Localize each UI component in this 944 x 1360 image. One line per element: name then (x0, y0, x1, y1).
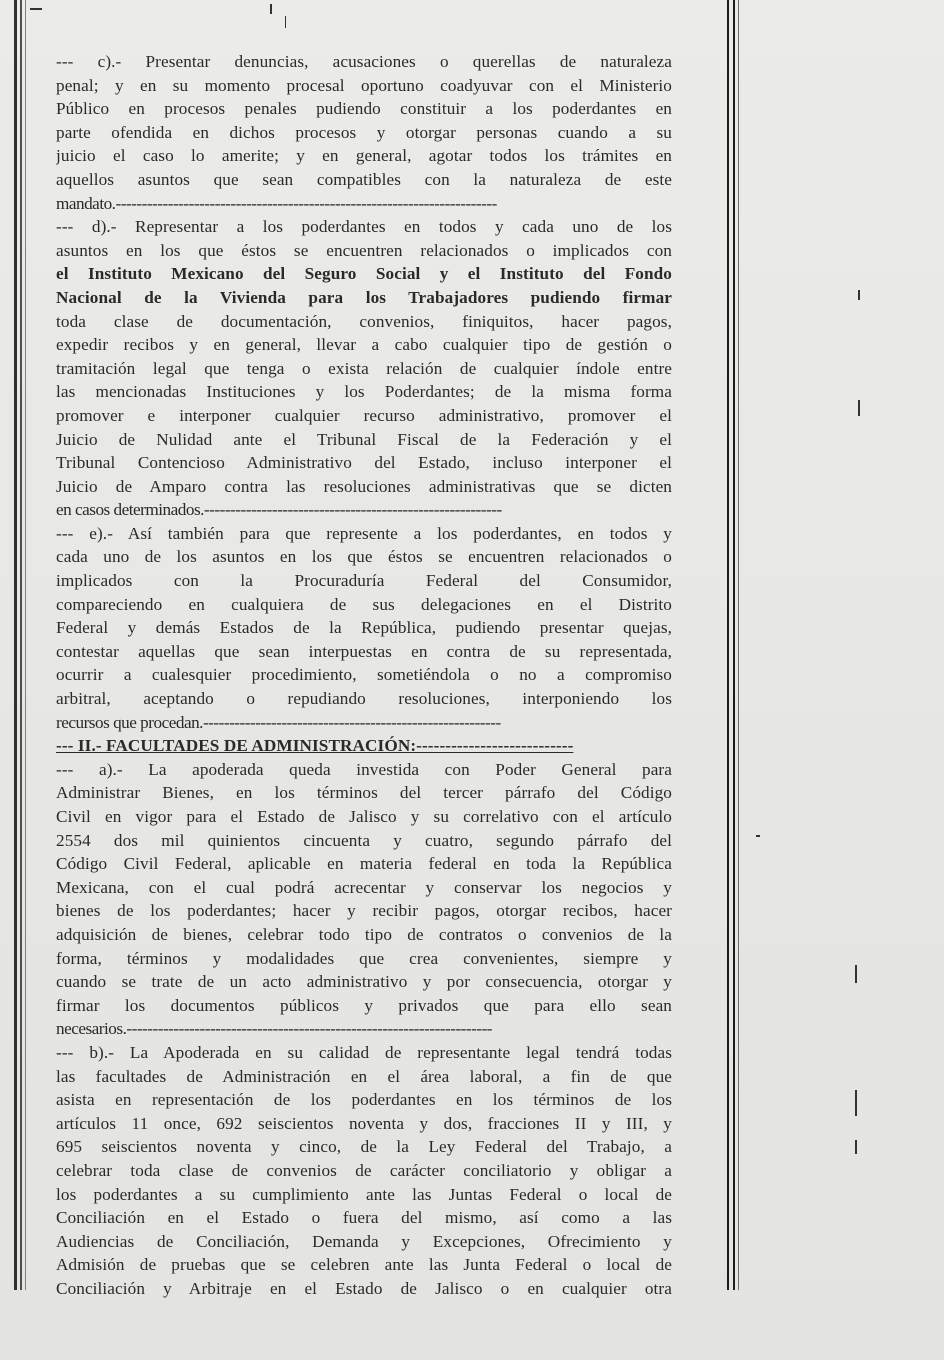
text-line: 2554 dos mil quinientos cincuenta y cuatro, segundo párrafo del (56, 830, 672, 850)
text-line: juicio el caso lo amerite; y en general, agotar todos los trámites en (56, 146, 672, 166)
text-line: cada uno de los asuntos en los que éstos se encuentren relacionados o (56, 547, 672, 567)
text-line: Audiencias de Conciliación, Demanda y Excepciones, Ofrecimiento y (56, 1231, 672, 1251)
text-line: arbitral, aceptando o repudiando resoluciones, interponiendo los (56, 689, 672, 709)
text-line-emphasis: Nacional de la Vivienda para los Trabajadores pudiendo firmar (56, 287, 672, 307)
right-border-rule (738, 0, 739, 1290)
text-line: --- e).- Así también para que represente a los poderdantes, en todos y (56, 523, 672, 543)
scan-speck (855, 965, 857, 983)
text-line: necesarios.---------------------------------------------------------------------- (56, 1019, 493, 1039)
scan-speck (855, 1140, 857, 1154)
text-line: 695 seiscientos noventa y cinco, de la Ley Federal del Trabajo, a (56, 1137, 672, 1157)
text-line: mandato.------------------------------------------------------------------------- (56, 193, 497, 213)
text-line: las facultades de Administración en el área laboral, a fin de que (56, 1066, 672, 1086)
text-line: Mexicana, con el cual podrá acrecentar y conservar los negocios y (56, 877, 672, 897)
text-line: Administrar Bienes, en los términos del tercer párrafo del Código (56, 783, 672, 803)
text-line-emphasis: el Instituto Mexicano del Seguro Social y el Instituto del Fondo (56, 264, 672, 284)
text-line: las mencionadas Instituciones y los Poderdantes; de la misma forma (56, 382, 672, 402)
scan-speck (858, 290, 860, 300)
right-border-rule (733, 0, 735, 1290)
text-line: --- c).- Presentar denuncias, acusaciones o querellas de naturaleza (56, 52, 672, 71)
text-line: tramitación legal que tenga o exista relación de cualquier índole entre (56, 358, 672, 378)
text-line: en casos determinados.--------------------------------------------------------- (56, 500, 502, 520)
scan-speck (855, 1090, 857, 1116)
document-body (56, 50, 672, 1300)
text-line: expedir recibos y en general, llevar a cabo cualquier tipo de gestión o (56, 335, 672, 355)
scan-speck (756, 835, 760, 837)
left-border-rule (20, 0, 22, 1290)
text-line: ocurrir a cualesquier procedimiento, sometiéndola o no a compromiso (56, 665, 672, 685)
text-line: artículos 11 once, 692 seiscientos noventa y dos, fracciones II y III, y (56, 1113, 672, 1133)
text-line: Código Civil Federal, aplicable en materia federal en toda la República (56, 854, 672, 874)
text-line: --- a).- La apoderada queda investida con Poder General para (56, 759, 672, 779)
text-line: parte ofendida en dichos procesos y otorgar personas cuando a su (56, 122, 672, 142)
text-line: celebrar toda clase de convenios de carácter conciliatorio y obligar a (56, 1160, 672, 1180)
text-line: asuntos en los que éstos se encuentren relacionados o implicados con (56, 240, 672, 260)
left-border-rule (25, 0, 26, 1290)
text-line: --- b).- La Apoderada en su calidad de representante legal tendrá todas (56, 1042, 672, 1062)
text-line: Civil en vigor para el Estado de Jalisco y su correlativo con el artículo (56, 807, 672, 826)
text-line: aquellos asuntos que sean compatibles con la naturaleza de este (56, 169, 672, 189)
text-line: Admisión de pruebas que se celebren ante las Junta Federal o local de (56, 1255, 672, 1275)
text-line: Juicio de Nulidad ante el Tribunal Fiscal de la Federación y el (56, 429, 672, 449)
text-line: asista en representación de los poderdantes en los términos de los (56, 1090, 672, 1110)
text-line: compareciendo en cualquiera de sus delegaciones en el Distrito (56, 594, 672, 614)
text-line: promover e interponer cualquier recurso administrativo, promover el (56, 405, 672, 425)
text-line: recursos que procedan.--------------------------------------------------------- (56, 712, 501, 732)
text-line: adquisición de bienes, celebrar todo tipo de contratos o convenios de la (56, 924, 672, 944)
left-border-rule (14, 0, 17, 1290)
text-line: toda clase de documentación, convenios, finiquitos, hacer pagos, (56, 311, 672, 331)
text-line: Federal y demás Estados de la República, pudiendo presentar quejas, (56, 618, 672, 638)
text-line: --- d).- Representar a los poderdantes en todos y cada uno de los (56, 217, 672, 237)
text-line: forma, términos y modalidades que crea convenientes, siempre y (56, 948, 672, 968)
text-line: bienes de los poderdantes; hacer y recibir pagos, otorgar recibos, hacer (56, 901, 672, 921)
text-line: firmar los documentos públicos y privados que para ello sean (56, 995, 672, 1015)
scan-speck (270, 4, 272, 14)
text-line: Público en procesos penales pudiendo constituir a los poderdantes en (56, 99, 672, 119)
text-line: implicados con la Procuraduría Federal del Consumidor, (56, 571, 672, 591)
section-heading: --- II.- FACULTADES DE ADMINISTRACIÓN:--------------------------- (56, 736, 574, 756)
text-line: Conciliación en el Estado o fuera del mismo, así como a las (56, 1208, 672, 1228)
text-line: Juicio de Amparo contra las resoluciones administrativas que se dicten (56, 476, 672, 496)
text-line: penal; y en su momento procesal oportuno coadyuvar con el Ministerio (56, 75, 672, 95)
scan-speck (285, 16, 286, 28)
text-line: Tribunal Contencioso Administrativo del Estado, incluso interponer el (56, 453, 672, 473)
text-line: Conciliación y Arbitraje en el Estado de Jalisco o en cualquier otra (56, 1278, 672, 1298)
text-line: los poderdantes a su cumplimiento ante las Juntas Federal o local de (56, 1184, 672, 1204)
text-line: cuando se trate de un acto administrativo y por consecuencia, otorgar y (56, 972, 672, 992)
scan-speck (858, 400, 860, 416)
right-border-rule (727, 0, 729, 1290)
scan-speck (30, 8, 42, 10)
text-line: contestar aquellas que sean interpuestas en contra de su representada, (56, 641, 672, 661)
